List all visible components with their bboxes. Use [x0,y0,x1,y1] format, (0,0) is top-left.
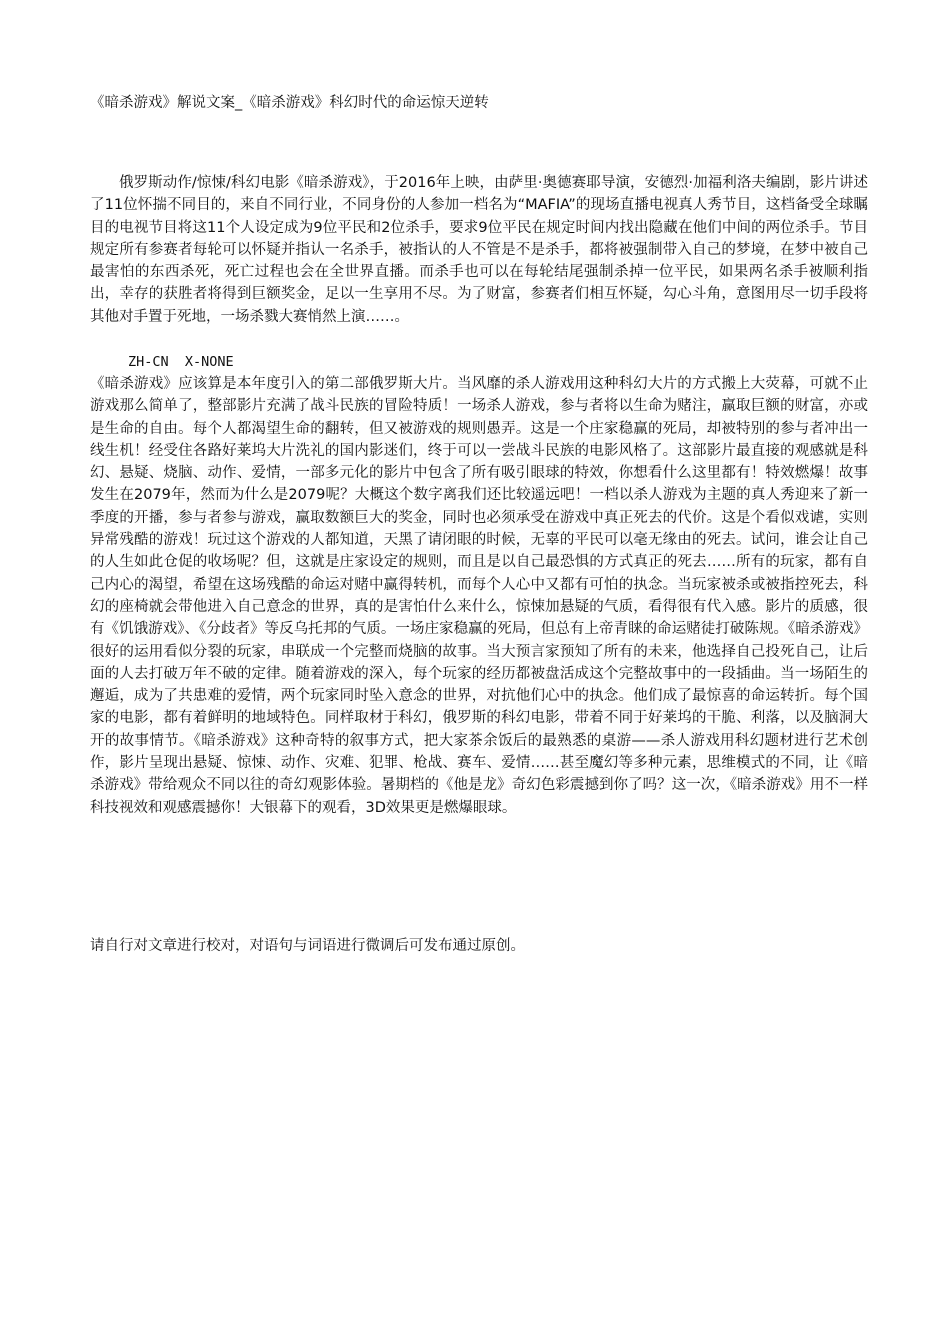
locale-tags: ZH-CN X-NONE [128,354,234,370]
intro-paragraph: 俄罗斯动作/惊悚/科幻电影《暗杀游戏》，于2016年上映，由萨里·奥德赛耶导演，安德烈·加福利洛夫编剧，影片讲述了11位怀揣不同目的，来自不同行业，不同身份的人参加一档名为“MAFIA”的现场直播电视真人秀节目，这档备受全球瞩目的电视节目将这11个人设定成为9位平民和2位杀手，要求9位平民在规定时间内找出隐藏在他们中间的两位杀手。节目规定所有参赛者每轮可以怀疑并指认一名杀手，被指认的人不管是不是杀手，都将被强制带入自己的梦境，在梦中被自己最害怕的东西杀死，死亡过程也会在全世界直播。而杀手也可以在每轮结尾强制杀掉一位平民，如果两名杀手被顺利指出，幸存的获胜者将得到巨额奖金，足以一生享用不尽。为了财富，参赛者们相互怀疑，勾心斗角，意图用尽一切手段将其他对手置于死地，一场杀戮大赛悄然上演……。 [90,175,868,325]
document-title: 《暗杀游戏》解说文案_《暗杀游戏》科幻时代的命运惊天逆转 [90,95,489,111]
review-paragraph: 《暗杀游戏》应该算是本年度引入的第二部俄罗斯大片。当风靡的杀人游戏用这种科幻大片的方式搬上大荧幕，可就不止游戏那么简单了，整部影片充满了战斗民族的冒险特质！一场杀人游戏，参与者将以生命为赌注，赢取巨额的财富，亦或是生命的自由。每个人都渴望生命的翻转，但又被游戏的规则愚弄。这是一个庄家稳赢的死局，却被特别的参与者冲出一线生机！经受住各路好莱坞大片洗礼的国内影迷们，终于可以一尝战斗民族的电影风格了。这部影片最直接的观感就是科幻、悬疑、烧脑、动作、爱情，一部多元化的影片中包含了所有吸引眼球的特效，你想看什么这里都有！特效燃爆！故事发生在2079年，然而为什么是2079呢？大概这个数字离我们还比较遥远吧！一档以杀人游戏为主题的真人秀迎来了新一季度的开播，参与者参与游戏，赢取数额巨大的奖金，同时也必须承受在游戏中真正死去的代价。这是个看似戏谑，实则异常残酷的游戏！玩过这个游戏的人都知道，天黑了请闭眼的时候，无辜的平民可以毫无缘由的死去。试问，谁会让自己的人生如此仓促的收场呢？但，这就是庄家设定的规则，而且是以自己最恐惧的方式真正的死去……所有的玩家，都有自己内心的渴望，希望在这场残酷的命运对赌中赢得转机，而每个人心中又都有可怕的执念。当玩家被杀或被指控死去，科幻的座椅就会带他进入自己意念的世界，真的是害怕什么来什么，惊悚加悬疑的气质，看得很有代入感。影片的质感，很有《饥饿游戏》、《分歧者》等反乌托邦的气质。一场庄家稳赢的死局，但总有上帝青睐的命运赌徒打破陈规。《暗杀游戏》很好的运用看似分裂的玩家，串联成一个完整而烧脑的故事。当大预言家预知了所有的未来，他选择自己投死自己，让后面的人去打破万年不破的定律。随着游戏的深入，每个玩家的经历都被盘活成这个完整故事中的一段插曲。当一场陌生的邂逅，成为了共患难的爱情，两个玩家同时坠入意念的世界，对抗他们心中的执念。他们成了最惊喜的命运转折。每个国家的电影，都有着鲜明的地域特色。同样取材于科幻，俄罗斯的科幻电影，带着不同于好莱坞的干脆、利落，以及脑洞大开的故事情节。《暗杀游戏》这种奇特的叙事方式，把大家茶余饭后的最熟悉的桌游——杀人游戏用科幻题材进行艺术创作，影片呈现出悬疑、惊悚、动作、灾难、犯罪、枪战、赛车、爱情……甚至魔幻等多种元素，思维模式的不同，让《暗杀游戏》带给观众不同以往的奇幻观影体验。暑期档的《他是龙》奇幻色彩震撼到你了吗？这一次，《暗杀游戏》用不一样科技视效和观感震撼你！大银幕下的观看，3D效果更是燃爆眼球。 [90,376,868,816]
footer-note: 请自行对文章进行校对，对语句与词语进行微调后可发布通过原创。 [90,938,525,954]
